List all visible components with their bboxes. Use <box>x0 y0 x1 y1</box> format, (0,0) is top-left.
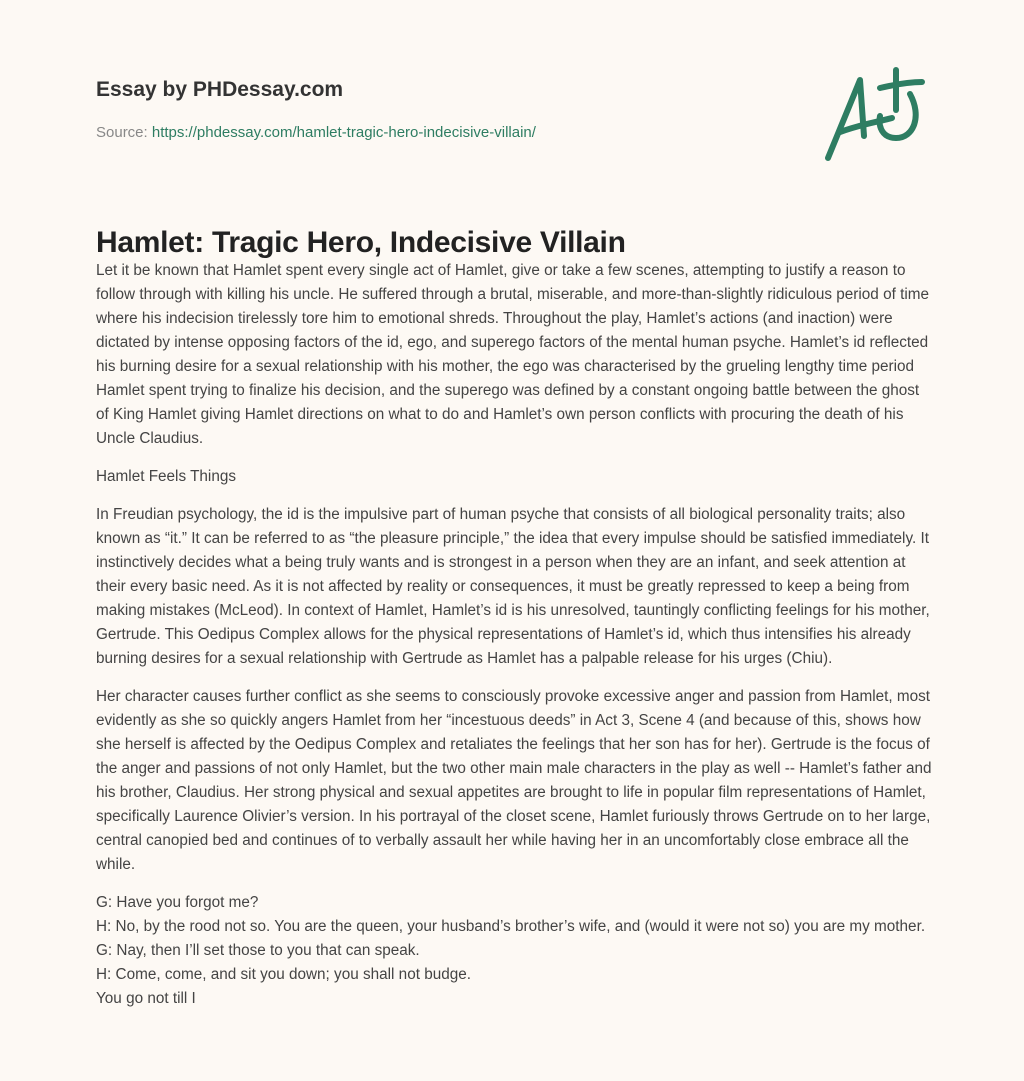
article-title: Hamlet: Tragic Hero, Indecisive Villain <box>96 226 626 259</box>
paragraph: Let it be known that Hamlet spent every single act of Hamlet, give or take a few scenes, attempting to justify a reason to follow through with killing his uncle. He suffered through a brutal, miserable, and more-than-slightly ridiculous period of time where his indecision tirelessly tore him to emotional shreds. Throughout the play, Hamlet’s actions (and inaction) were dictated by intense opposing factors of the id, ego, and superego factors of the mental human psyche. Hamlet’s id reflected his burning desire for a sexual relationship with his mother, the ego was characterised by the grueling lengthy time period Hamlet spent trying to finalize his decision, and the superego was defined by a constant ongoing battle between the ghost of King Hamlet giving Hamlet directions on what to do and Hamlet’s own person conflicts with procuring the death of his Uncle Claudius. <box>96 262 929 447</box>
dialog-line: H: Come, come, and sit you down; you shall not budge. <box>96 966 471 983</box>
source-link[interactable]: https://phdessay.com/hamlet-tragic-hero-indecisive-villain/ <box>151 124 536 141</box>
a-plus-logo-icon <box>822 66 932 166</box>
paragraph: In Freudian psychology, the id is the impulsive part of human psyche that consists of all biological personality traits; also known as “it.” It can be referred to as “the pleasure principle,” the idea that every impulse should be satisfied immediately. It instinctively decides what a being truly wants and is strongest in a person when they are an infant, and seek attention at their every basic need. As it is not affected by reality or consequences, it must be greatly repressed to keep a being from making mistakes (McLeod). In context of Hamlet, Hamlet’s id is his unresolved, tauntingly conflicting feelings for his mother, Gertrude. This Oedipus Complex allows for the physical representations of Hamlet’s id, which thus intensifies his already burning desires for a sexual relationship with Gertrude as Hamlet has a palpable release for his urges (Chiu). <box>96 506 930 667</box>
article-body <box>96 259 932 1011</box>
dialog-line: G: Have you forgot me? <box>96 894 259 911</box>
source-line <box>96 124 536 141</box>
source-label: Source: <box>96 124 148 141</box>
paragraph: Her character causes further conflict as she seems to consciously provoke excessive anger and passion from Hamlet, most evidently as she so quickly angers Hamlet from her “incestuous deeds” in Act 3, Scene 4 (and because of this, shows how she herself is affected by the Oedipus Complex and retaliates the feelings that her son has for her). Gertrude is the focus of the anger and passions of not only Hamlet, but the two other main male characters in the play as well -- Hamlet’s father and his brother, Claudius. Her strong physical and sexual appetites are brought to life in popular film representations of Hamlet, specifically Laurence Olivier’s version. In his portrayal of the closet scene, Hamlet furiously throws Gertrude on to her large, central canopied bed and continues of to verbally assault her while having her in an uncomfortably close embrace all the while. <box>96 688 932 873</box>
site-brand: Essay by PHDessay.com <box>96 78 344 101</box>
dialog-line: You go not till I <box>96 990 196 1007</box>
dialog-excerpt <box>96 891 932 1011</box>
dialog-line: H: No, by the rood not so. You are the queen, your husband’s brother’s wife, and (would it were not so) you are my mother. G: Nay, then I’ll set those to you that can speak. <box>96 918 926 959</box>
section-heading: Hamlet Feels Things <box>96 468 236 485</box>
